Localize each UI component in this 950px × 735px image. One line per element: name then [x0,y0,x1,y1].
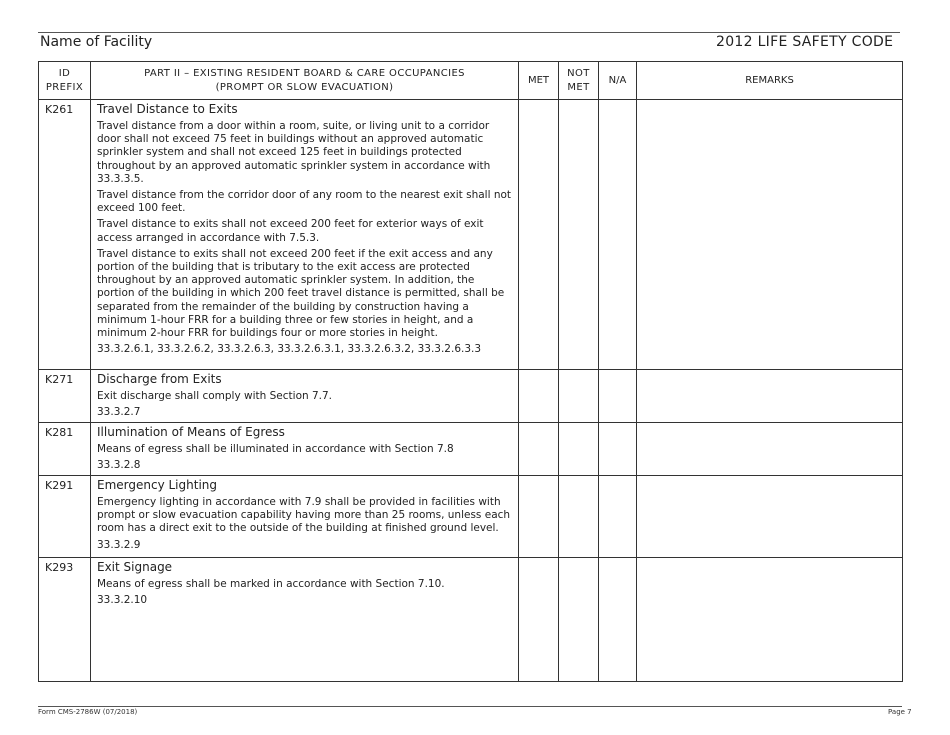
na-cell[interactable] [599,423,637,476]
remarks-cell[interactable] [637,476,903,558]
met-cell[interactable] [519,558,559,682]
table-header-row [39,62,903,100]
row-paragraph: Means of egress shall be marked in accordance with Section 7.10. [97,578,445,590]
header-met: MET [519,62,559,100]
page-number: Page 7 [888,708,912,716]
row-reference: 33.3.2.7 [97,406,141,419]
row-reference: 33.3.2.10 [97,594,148,607]
row-content [91,476,519,558]
not-met-cell[interactable] [559,423,599,476]
row-title: Exit Signage [97,560,173,574]
row-content [91,370,519,423]
survey-table [38,61,903,682]
not-met-cell[interactable] [559,558,599,682]
header-not-met: NOT MET [559,62,599,100]
table-row [39,558,903,682]
table-row [39,476,903,558]
row-paragraph: Exit discharge shall comply with Section 7.7. [97,390,333,402]
met-cell[interactable] [519,476,559,558]
row-paragraph: Travel distance to exits shall not exceed 200 feet for exterior ways of exit access arranged in accordance with 7.5.3. [97,218,484,244]
header-remarks: REMARKS [637,62,903,100]
table-row [39,100,903,370]
row-id: K293 [39,558,91,682]
row-content [91,558,519,682]
row-paragraph: Travel distance from the corridor door of any room to the nearest exit shall not exceed 100 feet. [97,189,512,215]
table-row [39,423,903,476]
header-na: N/A [599,62,637,100]
met-cell[interactable] [519,370,559,423]
na-cell[interactable] [599,558,637,682]
row-id: K281 [39,423,91,476]
met-cell[interactable] [519,100,559,370]
not-met-cell[interactable] [559,370,599,423]
row-reference: 33.3.2.6.1, 33.3.2.6.2, 33.3.2.6.3, 33.3.2.6.3.1, 33.3.2.6.3.2, 33.3.2.6.3.3 [97,343,482,356]
row-paragraph: Emergency lighting in accordance with 7.9 shall be provided in facilities with prompt or slow evacuation capability having more than 25 rooms, unless each room has a direct exit to the outside of the building at finished ground level. [97,496,511,535]
footer-rule [38,706,902,707]
row-paragraph: Travel distance to exits shall not exceed 200 feet if the exit access and any portion of the building that is tributary to the exit access are protected throughout by an approved automatic sprinkler system. In addition, the portion of the building in which 200 feet travel distance is permitted, shall be separated from the remainder of the building by construction having a minimum 1-hour FRR for a building three or few stories in height, and a minimum 2-hour FRR for buildings four or more stories in height. [97,247,505,340]
row-title: Emergency Lighting [97,478,217,492]
form-id: Form CMS-2786W (07/2018) [38,708,138,716]
code-title: 2012 LIFE SAFETY CODE [716,34,894,50]
remarks-cell[interactable] [637,370,903,423]
row-paragraph: Means of egress shall be illuminated in accordance with Section 7.8 [97,443,454,455]
remarks-cell[interactable] [637,423,903,476]
table-row [39,370,903,423]
not-met-cell[interactable] [559,476,599,558]
row-title: Illumination of Means of Egress [97,425,285,439]
header-part-ii: PART II – EXISTING RESIDENT BOARD & CARE OCCUPANCIES (PROMPT OR SLOW EVACUATION) [91,62,519,100]
row-reference: 33.3.2.9 [97,538,141,551]
row-id: K291 [39,476,91,558]
row-content [91,423,519,476]
row-paragraph: Travel distance from a door within a room, suite, or living unit to a corridor door shall not exceed 75 feet in buildings without an approved automatic sprinkler system and shall not exceed 125 feet in buildings protected throughout by an approved automatic sprinkler system in accordance with 33.3.3.5. [97,120,491,185]
row-id: K271 [39,370,91,423]
remarks-cell[interactable] [637,100,903,370]
row-content [91,100,519,370]
na-cell[interactable] [599,370,637,423]
header-id-prefix: ID PREFIX [39,62,91,100]
remarks-cell[interactable] [637,558,903,682]
not-met-cell[interactable] [559,100,599,370]
row-title: Travel Distance to Exits [97,102,238,116]
row-title: Discharge from Exits [97,372,222,386]
row-id: K261 [39,100,91,370]
na-cell[interactable] [599,100,637,370]
row-reference: 33.3.2.8 [97,459,141,472]
met-cell[interactable] [519,423,559,476]
top-rule [38,32,900,33]
facility-name-label: Name of Facility [40,34,153,50]
na-cell[interactable] [599,476,637,558]
